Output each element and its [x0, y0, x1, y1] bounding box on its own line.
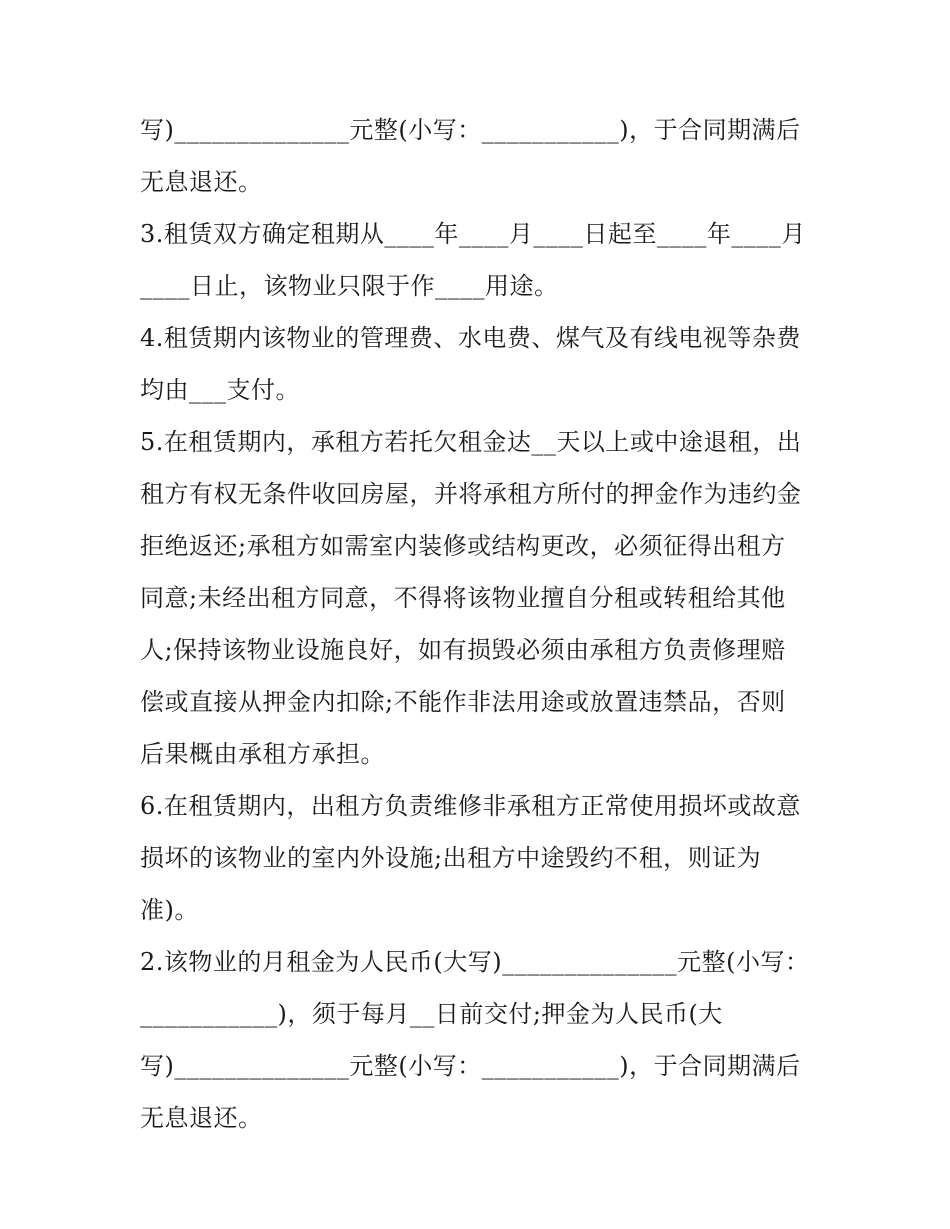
text-line: 拒绝返还;承租方如需室内装修或结构更改，必须征得出租方: [140, 532, 786, 560]
text-line: 6.在租赁期内，出租方负责维修非承租方正常使用损坏或故意: [140, 792, 801, 820]
text-line: 3.租赁双方确定租期从____年____月____日起至____年____月: [140, 220, 806, 248]
text-line: 均由___支付。: [140, 376, 300, 404]
text-line: 准)。: [140, 896, 199, 924]
text-line: 2.该物业的月租金为人民币(大写)______________元整(小写：: [140, 948, 810, 976]
text-line: 后果概由承租方承担。: [140, 740, 385, 768]
text-line: 写)______________元整(小写：___________)，于合同期满后: [140, 1052, 801, 1080]
text-line: 损坏的该物业的室内外设施;出租方中途毁约不租，则证为: [140, 844, 762, 872]
text-line: 4.租赁期内该物业的管理费、水电费、煤气及有线电视等杂费: [140, 324, 801, 352]
text-line: 人;保持该物业设施良好，如有损毁必须由承租方负责修理赔: [140, 636, 786, 664]
document-body: [140, 104, 830, 1144]
text-line: 无息退还。: [140, 1104, 263, 1132]
text-line: 租方有权无条件收回房屋，并将承租方所付的押金作为违约金: [140, 480, 802, 508]
text-line: 同意;未经出租方同意，不得将该物业擅自分租或转租给其他: [140, 584, 786, 612]
text-line: 5.在租赁期内，承租方若托欠租金达__天以上或中途退租，出: [140, 428, 802, 456]
text-line: ____日止，该物业只限于作____用途。: [140, 272, 559, 300]
text-line: 偿或直接从押金内扣除;不能作非法用途或放置违禁品，否则: [140, 688, 786, 716]
text-line: 写)______________元整(小写：___________)，于合同期满后: [140, 116, 801, 144]
text-line: ___________)，须于每月__日前交付;押金为人民币(大: [140, 1000, 723, 1028]
text-line: 无息退还。: [140, 168, 263, 196]
